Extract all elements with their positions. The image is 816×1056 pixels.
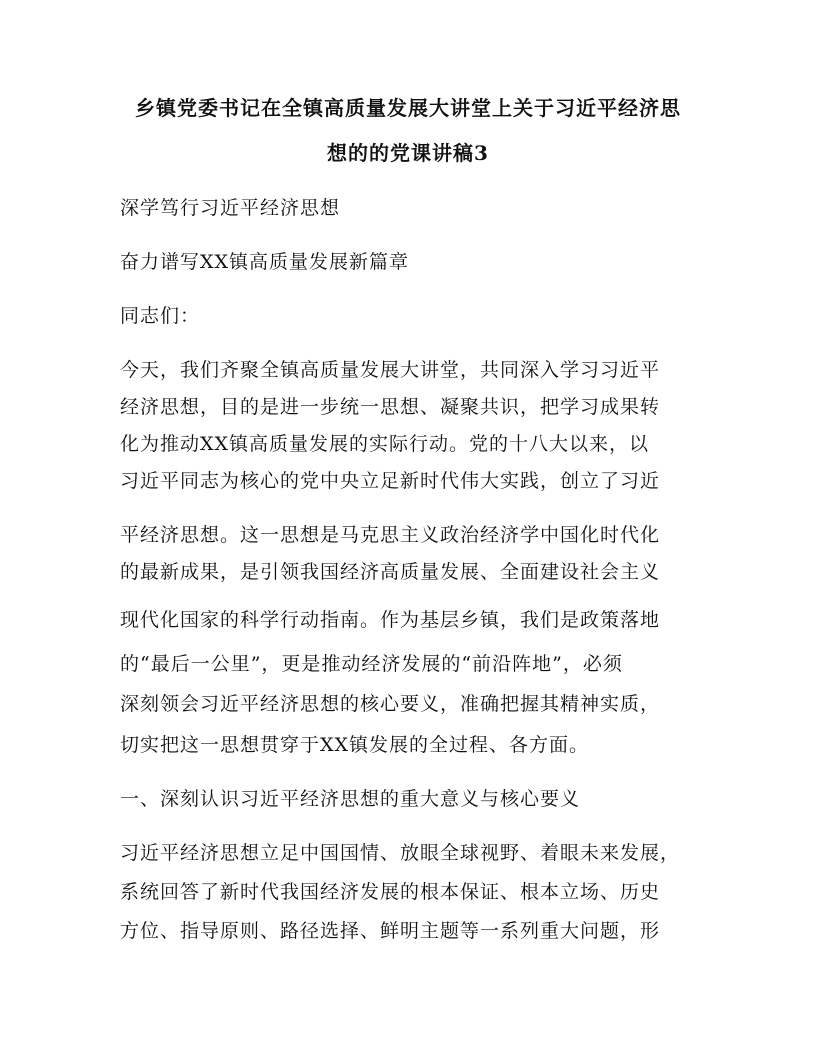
intro-line-2: 经济思想，目的是进一步统一思想、凝聚共识，把学习成果转 (120, 396, 661, 418)
intro-line-8: 的“最后一公里”，更是推动经济发展的“前沿阵地”，必须 (120, 653, 623, 675)
subtitle-line-1: 深学笃行习近平经济思想 (120, 197, 341, 219)
intro-line-3: 化为推动XX镇高质量发展的实际行动。党的十八大以来，以 (120, 433, 650, 455)
document-title-line-2: 想的的党课讲稿3 (327, 141, 489, 165)
document-title-line-1: 乡镇党委书记在全镇高质量发展大讲堂上关于习近平经济思 (135, 96, 681, 120)
intro-line-4: 习近平同志为核心的党中央立足新时代伟大实践，创立了习近 (120, 470, 661, 492)
intro-line-5: 平经济思想。这一思想是马克思主义政治经济学中国化时代化 (120, 524, 661, 546)
intro-line-1: 今天，我们齐聚全镇高质量发展大讲堂，共同深入学习习近平 (120, 359, 661, 381)
intro-line-7: 现代化国家的科学行动指南。作为基层乡镇，我们是政策落地 (120, 609, 661, 631)
intro-line-9: 深刻领会习近平经济思想的核心要义，准确把握其精神实质， (120, 693, 661, 715)
section-1-heading: 一、深刻认识习近平经济思想的重大意义与核心要义 (120, 788, 581, 810)
subtitle-line-2: 奋力谱写XX镇高质量发展新篇章 (120, 251, 410, 273)
section-1-line-1: 习近平经济思想立足中国国情、放眼全球视野、着眼未来发展， (120, 842, 681, 864)
section-1-line-3: 方位、指导原则、路径选择、鲜明主题等一系列重大问题，形 (120, 920, 661, 942)
intro-line-10: 切实把这一思想贯穿于XX镇发展的全过程、各方面。 (120, 734, 590, 756)
section-1-line-2: 系统回答了新时代我国经济发展的根本保证、根本立场、历史 (120, 881, 661, 903)
intro-line-6: 的最新成果，是引领我国经济高质量发展、全面建设社会主义 (120, 561, 661, 583)
salutation: 同志们： (120, 305, 201, 327)
